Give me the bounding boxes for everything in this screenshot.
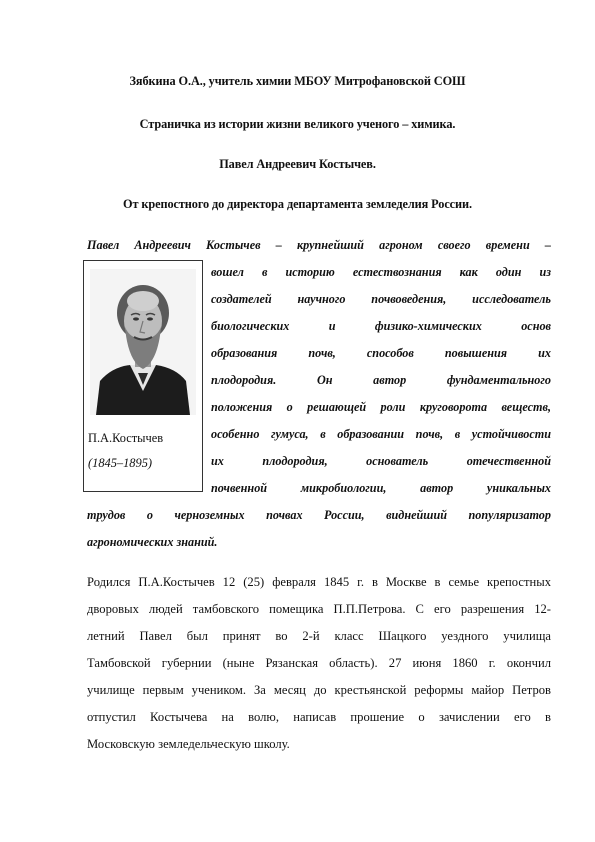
bio-line: создателей научного почвоведения, исследователь [211,292,551,306]
scientist-name: Павел Андреевич Костычев. [219,157,376,171]
author-line: Зябкина О.А., учитель химии МБОУ Митрофановской СОШ [129,74,466,88]
bio-line: положения о решающей роли круговорота веществ, [211,400,551,414]
article-subtitle: От крепостного до директора департамента земледелия России. [123,197,472,211]
body-line: дворовых людей тамбовского помещика П.П.Петрова. С его разрешения 12- [87,602,551,616]
photo-caption-name: П.А.Костычев [88,431,164,445]
bio-line: их плодородия, основатель отечественной [211,454,551,468]
bio-line: агрономических знаний. [87,535,218,549]
bio-line: образования почв, способов повышения их [211,346,551,360]
topic-line: Страничка из истории жизни великого ученого – химика. [139,117,456,131]
body-line: отпустил Костычева на волю, написав прошение о зачислении его в [87,710,551,724]
bio-line: плодородия. Он автор фундаментального [211,373,551,387]
body-line: летний Павел был принят во 2-й класс Шацкого уездного училища [87,629,551,643]
bio-line: биологических и физико-химических основ [211,319,551,333]
portrait-image [90,269,196,415]
portrait-figure [83,260,203,492]
bio-line: вошел в историю естествознания как один из [211,265,551,279]
body-line: училище первым учеником. За месяц до крестьянской реформы майор Петров [87,683,551,697]
body-line: Московскую земледельческую школу. [87,737,290,751]
body-line: Тамбовской губернии (ныне Рязанская область). 27 июня 1860 г. окончил [87,656,551,670]
bio-line: почвенной микробиологии, автор уникальных [211,481,551,495]
body-line: Родился П.А.Костычев 12 (25) февраля 1845 г. в Москве в семье крепостных [87,575,551,589]
bio-line: Павел Андреевич Костычев – крупнейший агроном своего времени – [87,238,551,252]
bio-line: особенно гумуса, в образовании почв, в устойчивости [211,427,551,441]
bio-line: трудов о черноземных почвах России, виднейший популяризатор [87,508,551,522]
photo-caption-years: (1845–1895) [88,456,153,470]
